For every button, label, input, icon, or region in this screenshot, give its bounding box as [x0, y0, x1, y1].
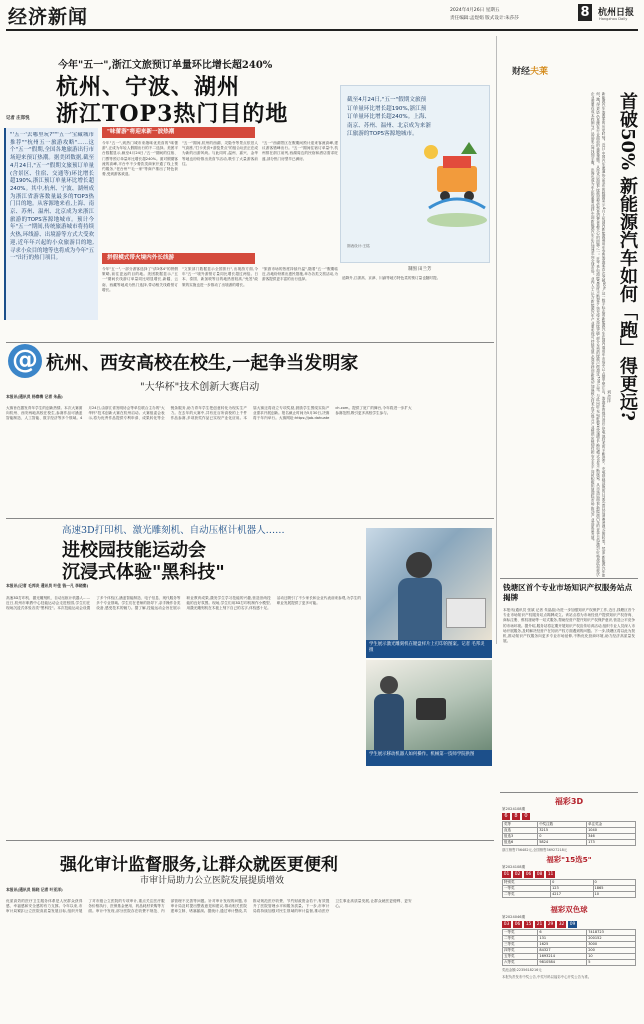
- fc3d-numbers: [502, 813, 636, 820]
- story4-byline: 本报讯(通讯员 陈晓 记者 叶亚洋): [6, 887, 63, 892]
- ssq-block: [502, 904, 636, 979]
- story1-byline: 记者 庄郑悦: [6, 116, 30, 121]
- story1-col-1: 今年"五一",到热门城市来趟味优美食的"味蕾游",正成为年轻人假期出行的不二选择。美团平台数据显示,截至4月24日,"五一"期间的住宿、门票等预订单量环比增长超240%。面对假期客流的高峰,平台中不少餐饮类商家开通了线上预约服务,"老台州""毛一家"等商户推出了特色套餐,受到游客欢迎。: [102, 141, 178, 177]
- lottery-footer: 本报负责发布中奖公告,中奖号码以福彩中心开奖公告为准。: [502, 975, 592, 979]
- f15-number: 08: [536, 872, 543, 877]
- table-header: 奖等: [503, 822, 538, 828]
- table-cell: 组选6: [503, 840, 538, 846]
- story3-caption-1: 学生展示激光雕刻机在键盘样片上打印的图案。记者 毛邦炎 摄: [366, 640, 492, 658]
- story3-headline-1: 进校园技能运动会: [62, 540, 206, 561]
- table-cell: 四等奖: [503, 948, 538, 954]
- table-cell: 1625: [538, 942, 587, 948]
- table-cell: 131: [538, 936, 587, 942]
- ssq-red-number: 29: [547, 922, 554, 927]
- table-cell: 六等奖: [503, 960, 538, 966]
- f15-issue: 第2024108期: [502, 865, 526, 869]
- story1-infographic: [340, 85, 490, 263]
- story1-subhead-1: "味蕾游"将迎来新一波热潮: [102, 127, 255, 138]
- table-cell: 3000: [587, 942, 636, 948]
- table-cell: 直选: [503, 828, 538, 834]
- story4-text: 优质高效的医疗卫生服务体系是人民群众获得感、幸福感和安全感的有力支撑。今年以来,市审计局紧扣公立医院高质量发展目标,组织开展了对市级公立医院的专项审计,重点关注医疗服务价格执行、医保基金使用、药品耗材采购等方面。审计中发现,部分医院存在收费不规范、内部管理不完善等问题。针对审计发现的问题,市审计局及时提出整改意见和建议,推动相关医院建章立制、堵塞漏洞。据统计,通过审计整改,共推动规范医疗收费、节约财政资金若干,有效提升了医院管理水平和服务质量。下一步,市审计局将持续加强对民生领域的审计监督,推动医疗卫生事业高质量发展,让群众就医更便利、更安心。: [6, 899, 412, 914]
- table-cell: 6: [538, 930, 587, 936]
- ssq-table: [502, 929, 636, 966]
- right-column-divider: [496, 36, 497, 644]
- story1-intro-text: "'五一'去哪里玩?""'五一'宝藏城市推荐""杭州五一旅游攻略"……这个"五一"假期,全国各地旅游出行市场迎来预订热潮。据美团数据,截至4月24日,"五一"假期文旅预订单量(含景区、住宿、交通等)环比增长超190%,浙江预订单量环比增长超240%。其中,杭州、宁波、湖州成为浙江省游客数量最多的TOP3热门目的地。从客源地来看,上海、南京、苏州、温州、北京成为来浙江旅游的TOPS客源地城市。预计今年"五一"期间,传统旅游城市将持续火热,环线游、出境游等方式大受欢迎,近年年兴起的小众旅游目的地,寻求小众目的地等也将成为今年"五一"出行的热门项目。: [10, 132, 94, 262]
- section-title: 经济新闻: [8, 6, 89, 28]
- story1-col-6: "旅游市场的热度持续升温",随着"五一"假期临近,各地纷纷推出惠民措施,举办各类文旅活动,为游客提供更丰富的出行选择。: [262, 267, 338, 282]
- property-top-rule: [500, 578, 638, 579]
- table-cell: 一等奖: [503, 886, 551, 892]
- story1-maker: 制图 田兰芳: [408, 267, 432, 272]
- table-cell: 特别奖: [503, 880, 551, 886]
- photo1-device: [446, 598, 486, 628]
- photo1-figure: [406, 552, 432, 578]
- paper-name-en: Hangzhou Daily: [599, 17, 628, 21]
- fc3d-title: 福彩3D: [554, 797, 584, 806]
- editor-line: 责任编辑:孟煜娟 版式设计:朱莎莎: [450, 16, 519, 21]
- story3-kicker: 高速3D打印机、激光雕刻机、自动压枢计机器人……: [62, 525, 285, 536]
- story1-col-4: 今年"五一",一部分游客选择了"请3休4"的拼假策略,前往更远的目的地。美团数据显示,"五一"期间长线游订单量同比明显增长,新疆、云南、西藏等地成为热门选择,带动相关线路预订增长。: [102, 267, 178, 292]
- story2-headline: 杭州、西安高校在校生,一起争当发明家: [46, 353, 359, 374]
- table-cell: 1040: [587, 828, 636, 834]
- f15-number: 02: [514, 872, 521, 877]
- table-cell: 一等奖: [503, 930, 538, 936]
- table-cell: 7418723: [587, 930, 636, 936]
- column-headline: 首破50% 新能源汽车如何「跑」得更远?: [617, 92, 638, 421]
- table-cell: 200152: [587, 936, 636, 942]
- column-brand: [512, 64, 548, 77]
- photo2-person: [380, 676, 398, 694]
- ssq-red-number: 06: [514, 922, 521, 927]
- table-cell: 200: [587, 948, 636, 954]
- story1-intro-box: [4, 128, 98, 320]
- f15-number: 06: [525, 872, 532, 877]
- story2-top-rule: [6, 342, 494, 343]
- paper-name: 杭州日报: [598, 8, 635, 18]
- column-author: 刘舍洋: [607, 390, 612, 403]
- table-cell: 1865: [593, 886, 635, 892]
- infographic-text: 截至4月24日,"五一"假期文旅预订单量环比增长超190%,浙江预订单量环比增长超240%。上海、南京、苏州、温州、北京成为来浙江旅游的TOP5客源地城市。: [347, 97, 431, 138]
- property-headline: 钱塘区首个专业市场知识产权服务站点揭牌: [503, 583, 633, 602]
- table-cell: 0: [551, 880, 593, 886]
- story1-col-5: "文旅部门数据显示全国旅行",出境游方面,今年"五一"境外游预订量同比增长超过两倍。日本、泰国、新加坡等目的地热度较高,"免签"政策的实施也进一步推动了出境游的增长。: [182, 267, 258, 287]
- story4-subheadline: 市审计局助力公立医院发展提质增效: [140, 876, 285, 886]
- table-cell: 10: [587, 954, 636, 960]
- fc3d-block: [502, 796, 636, 852]
- story3-text: 高速3D打印机、激光雕刻机、自动压枢计机器人……近日,杭州市职教中心技能运动会走进校园,学生们在现场沉浸式体验各类"黑科技"。本次技能运动会设置了多个体验区,涵盖智能制造、电子信息、现代服务等多个专业领域。学生们在老师的指导下,亲手操作各类设备,感受技术的魅力。据了解,技能运动会旨在展示职业教育成果,激发学生学习技能的兴趣,营造崇尚技能的良好氛围。现场,学生们用3D打印机制作小模型,用激光雕刻机在木板上刻下自己的名字,体验感十足。活动还吸引了不少家长和企业代表前来参观,为学生的职业发展提供了更多可能。: [6, 596, 361, 611]
- story1-headline-1: 杭州、宁波、湖州: [56, 74, 241, 100]
- travel-illustration: [419, 138, 489, 230]
- table-row: [503, 892, 636, 898]
- f15-number: 01: [503, 872, 510, 877]
- date-line: 2024年4月26日 星期五: [450, 8, 500, 13]
- table-cell: 1693214: [538, 954, 587, 960]
- table-header: 中奖注数: [538, 822, 587, 828]
- masthead-rule: [6, 29, 638, 31]
- fc3d-number: 0: [522, 813, 530, 820]
- table-cell: 0: [538, 834, 587, 840]
- table-cell: 4217: [551, 892, 593, 898]
- story3-caption-2: 学生展示移动机器人如何操作。机械第一技师学院供图: [366, 750, 492, 766]
- table-header: 单注奖金: [587, 822, 636, 828]
- fc3d-table: [502, 821, 636, 846]
- story4-headline: 强化审计监督服务,让群众就医更便利: [60, 855, 338, 875]
- story1-col-2: "五一"期间,杭州的西湖、灵隐寺等景点依旧人气高涨,"打卡美食+游览景点"的组合玩法正在成为新的出游风尚。与此同时,温州、嘉兴、金华等地也纷纷推出美食节活动,吸引了大量游客前往。: [182, 141, 258, 166]
- column-brand-b: 夫莱: [530, 67, 549, 77]
- photo2-robot: [416, 698, 446, 720]
- table-cell: 二等奖: [503, 892, 551, 898]
- f15-numbers: [502, 871, 636, 878]
- table-cell: 三等奖: [503, 942, 538, 948]
- fc3d-number: 6: [502, 813, 510, 820]
- story1-tail: 追降升,江浙高、京津、川渝等地方特色菜的预订量也随时提。: [342, 276, 441, 280]
- table-cell: 123: [551, 886, 593, 892]
- ssq-red-number: 32: [558, 922, 565, 927]
- table-cell: 五等奖: [503, 954, 538, 960]
- story2-text: 大赛旨在激发青年学生的创新热情。本次大赛面向杭州、西安两地高校在校生,参赛作品可涵盖智能制造、人工智能、数字经济等多个领域。4月24日,由浙江省发明协会等单位联合主办的"大华杯"技术创新大赛在杭州启动。大赛组委会表示,将为优秀作品提供专利申请、成果转化等全链条服务,助力青年学生把创意转化为现实生产力。在去年的大赛中,共有近百所高校的上千件作品参赛,多项获奖作品已实现产业化应用。本届大赛还将设立专项奖励,鼓励学生围绕实际产业需求开展创新。报名截止时间为5月30日,决赛将于年内举行。大赛网址:https://job.dahuatech.com。提供了宽广的舞台,今年将进一步扩大参赛范围,吸引更多高校学生参与。: [6, 406, 412, 421]
- f15-table: [502, 879, 636, 898]
- story1-kicker: 今年"五一",浙江文旅预订单量环比增长超240%: [58, 60, 273, 71]
- f15-number: 11: [547, 872, 554, 877]
- fc3d-number: 8: [512, 813, 520, 820]
- column-brand-a: 财经: [512, 67, 531, 77]
- column-text: 新能源汽车渗透率的历史时刻。近日,中国汽车流通协会发布的数据显示,4月上旬国内新能源乘用车零售渗透率首次突破50%,这一数字标志着新能源汽车在国内乘用车市场中已占据半壁江山。渗透率的提升背后,是电池技术的不断进步、充电基础设施的日益完善以及消费者观念的转变。然而,新能源汽车如何"跑"得更远,仍是摆在行业面前的重要课题。从技术层面看,续航里程依然是消费者最关心的问题之一。近年来,电池能量密度不断提升,快充技术持续突破,部分车型的续航已经超过700公里。与此同时,充电桩数量快速增长,换电模式也在不断探索。从市场层面看,新能源汽车的竞争日趋激烈,价格战此起彼伏,企业需要在成本控制与产品品质之间找到平衡。出海也成为车企的重要选择,中国新能源汽车正在加速走向全球市场。业内人士认为,新能源汽车产业要实现可持续发展,必须坚持创新驱动,加强核心技术攻关,提升产业链供应链韧性和安全水平,同时积极拓展国际市场,推动产业高质量发展。: [591, 92, 606, 577]
- table-cell: 173: [587, 840, 636, 846]
- fc3d-issue: 第2024108期: [502, 807, 526, 811]
- table-cell: 5824: [538, 840, 587, 846]
- table-cell: 3215: [538, 828, 587, 834]
- photo2-person-body: [374, 694, 404, 750]
- at-icon: @: [8, 344, 42, 378]
- ssq-red-number: 03: [503, 922, 510, 927]
- property-text: 本报讯(通讯员 张斌 记者 朱晶晶)为进一步加强知识产权保护工作,近日,钱塘区首个专业市场知识产权服务站点揭牌成立。该站点将为市场经营户提供知识产权咨询、商标注册、维权援助等一站式服务,帮助经营户提升知识产权保护意识,营造公平竞争的市场环境。据介绍,服务站将定期开展知识产权宣传培训活动,组织专业人员深入市场开展服务,及时解决经营户在知识产权方面遇到的问题。下一步,钱塘区将以此为契机,推动知识产权服务向更多专业市场延伸,不断优化营商环境,助力经济高质量发展。: [503, 608, 635, 644]
- table-cell: 0: [593, 880, 635, 886]
- table-cell: 二等奖: [503, 936, 538, 942]
- table-row: [503, 840, 636, 846]
- story3-photo-2: [366, 660, 492, 750]
- story1-headline-2: 浙江TOP3热门目的地: [56, 101, 289, 127]
- table-cell: 组选3: [503, 834, 538, 840]
- story4-top-rule: [6, 840, 494, 841]
- table-cell: 84327: [538, 948, 587, 954]
- photo1-body: [398, 578, 442, 640]
- ssq-numbers: [502, 921, 636, 928]
- story3-photo-1: [366, 528, 492, 640]
- story3-top-rule: [6, 518, 494, 519]
- ssq-red-number: 15: [525, 922, 532, 927]
- page-number: 8: [578, 4, 592, 21]
- f15-title: 福彩"15选5": [546, 855, 592, 864]
- ssq-issue: 第2024046期: [502, 915, 526, 919]
- table-cell: 346: [587, 834, 636, 840]
- lottery-top-rule: [500, 792, 638, 793]
- ssq-blue-number: 09: [569, 922, 576, 927]
- story2-byline: 本报讯(通讯员 杨春梅 记者 朱晶): [6, 394, 63, 399]
- story1-col-3: "五一"西湖景区在假期间预计迎来客流高峰,建议游客错峰出行。"五一"期间住宿订单量中,杭州排在浙江前列,西湖周边的民宿和酒店需求旺盛,部分热门房型早已满房。: [262, 141, 338, 161]
- story2-subheadline: "大华杯"技术创新大赛启动: [140, 382, 260, 393]
- f15-block: [502, 854, 636, 898]
- table-cell: 10: [593, 892, 635, 898]
- ssq-title: 福彩双色球: [550, 905, 588, 914]
- story3-headline-2: 沉浸式体验"黑科技": [62, 562, 225, 583]
- table-row: [503, 960, 636, 966]
- table-cell: 5: [587, 960, 636, 966]
- fc3d-note: 浙江销售756482元,全国销售36927218元: [502, 848, 568, 852]
- story1-subhead-2: 拼假模式带火境内外长线游: [102, 253, 255, 264]
- story3-byline: 本报讯(记者 毛邦炎 通讯员 叶佳 钱一凡 李晓秦): [6, 583, 89, 588]
- ssq-note: 奖池金额:2235618216元: [502, 968, 542, 972]
- table-cell: 9810584: [538, 960, 587, 966]
- ssq-red-number: 21: [536, 922, 543, 927]
- infographic-credit: 图表设计:王铭: [347, 244, 370, 248]
